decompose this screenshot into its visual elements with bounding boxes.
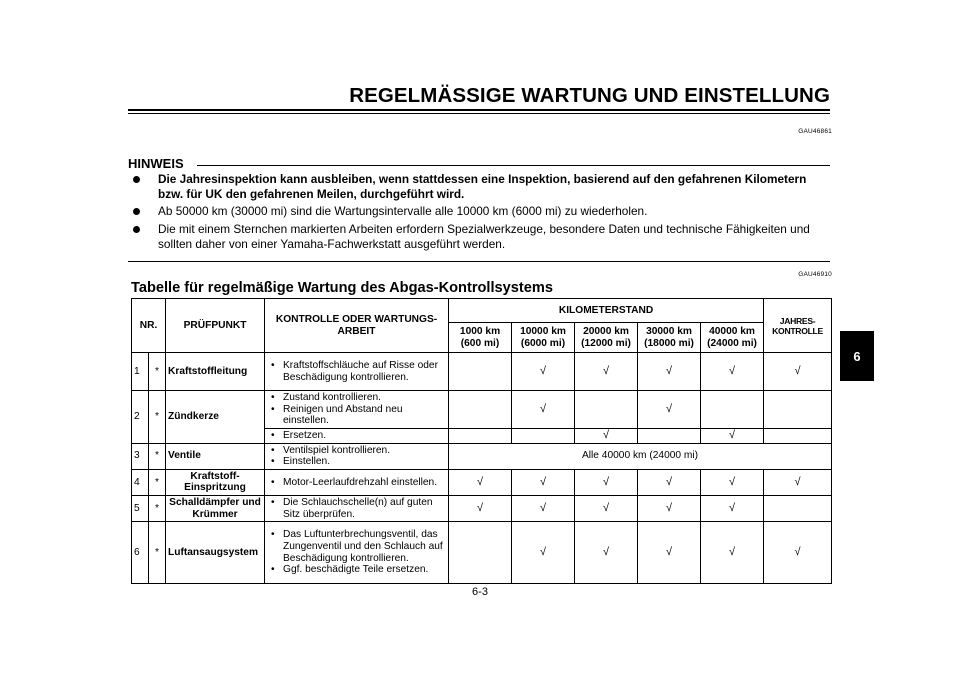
table-row	[132, 443, 832, 469]
star-marker: *	[149, 522, 166, 584]
check-mark: √	[575, 522, 638, 584]
row-number: 4	[132, 469, 149, 495]
note-rule-top	[197, 165, 830, 166]
header-action: KONTROLLE ODER WARTUNGS-ARBEIT	[265, 299, 449, 353]
section-title: Tabelle für regelmäßige Wartung des Abgas-Kontrollsystems	[131, 280, 553, 296]
action-cell: • Die Schlauchschelle(n) auf guten Sitz überprüfen.	[265, 495, 449, 521]
table-row	[132, 391, 832, 429]
header-yearly: JAHRES-KONTROLLE	[764, 299, 832, 353]
check-point: Schalldämpfer und Krümmer	[166, 495, 265, 521]
check-point: Luftansaugsystem	[166, 522, 265, 584]
star-marker: *	[149, 353, 166, 391]
check-point: Ventile	[166, 443, 265, 469]
header-interval: 40000 km (24000 mi)	[701, 323, 764, 353]
bullet-icon	[133, 176, 140, 183]
check-mark-empty	[449, 522, 512, 584]
check-mark: √	[575, 469, 638, 495]
table-row	[132, 469, 832, 495]
check-mark: √	[701, 522, 764, 584]
check-mark-empty	[449, 353, 512, 391]
check-mark-empty	[575, 391, 638, 429]
check-mark: √	[764, 353, 832, 391]
reference-code: GAU46861	[798, 128, 832, 135]
check-mark-empty	[764, 495, 832, 521]
check-mark-empty	[638, 429, 701, 444]
row-number: 1	[132, 353, 149, 391]
check-mark: √	[512, 495, 575, 521]
check-mark: √	[449, 469, 512, 495]
check-mark: √	[575, 353, 638, 391]
header-interval: 1000 km (600 mi)	[449, 323, 512, 353]
action-cell: • Zustand kontrollieren. • Reinigen und Abstand neu einstellen.	[265, 391, 449, 429]
maintenance-table	[131, 298, 832, 584]
bullet-icon	[133, 226, 140, 233]
table-row	[132, 353, 832, 391]
row-number: 6	[132, 522, 149, 584]
action-cell: • Ersetzen.	[265, 429, 449, 444]
header-interval: 30000 km (18000 mi)	[638, 323, 701, 353]
action-cell: • Kraftstoffschläuche auf Risse oder Beschädigung kontrollieren.	[265, 353, 449, 391]
title-rule	[128, 109, 830, 111]
star-marker: *	[149, 495, 166, 521]
check-mark: √	[512, 469, 575, 495]
check-mark: √	[638, 469, 701, 495]
check-mark-empty	[512, 429, 575, 444]
page-title: REGELMÄSSIGE WARTUNG UND EINSTELLUNG	[349, 84, 830, 107]
star-marker: *	[149, 469, 166, 495]
note-heading: HINWEIS	[128, 156, 184, 171]
check-mark: √	[512, 522, 575, 584]
header-point: PRÜFPUNKT	[166, 299, 265, 353]
header-nr: NR.	[132, 299, 166, 353]
interval-note: Alle 40000 km (24000 mi)	[449, 443, 832, 469]
check-mark: √	[638, 353, 701, 391]
check-mark-empty	[764, 429, 832, 444]
check-point: Kraftstoff-Einspritzung	[166, 469, 265, 495]
check-mark: √	[701, 495, 764, 521]
table-row	[132, 522, 832, 584]
check-mark-empty	[701, 391, 764, 429]
check-mark: √	[638, 495, 701, 521]
note-item: Die Jahresinspektion kann ausbleiben, wenn stattdessen eine Inspektion, basierend auf den gefahrenen Kilometern bzw. für UK den gefahrenen Meilen, durchgeführt wird.	[128, 172, 831, 202]
chapter-tab: 6	[840, 331, 874, 381]
bullet-icon	[133, 208, 140, 215]
check-mark: √	[512, 391, 575, 429]
check-mark: √	[638, 522, 701, 584]
header-km: KILOMETERSTAND	[449, 299, 764, 323]
row-number: 3	[132, 443, 149, 469]
reference-code: GAU46910	[798, 271, 832, 278]
row-number: 2	[132, 391, 149, 444]
check-mark: √	[701, 469, 764, 495]
action-cell: • Motor-Leerlaufdrehzahl einstellen.	[265, 469, 449, 495]
check-mark: √	[701, 429, 764, 444]
check-mark-empty	[764, 391, 832, 429]
table-row	[132, 495, 832, 521]
row-number: 5	[132, 495, 149, 521]
header-row	[132, 299, 832, 323]
check-mark: √	[575, 495, 638, 521]
check-mark: √	[575, 429, 638, 444]
check-mark: √	[701, 353, 764, 391]
check-mark: √	[638, 391, 701, 429]
note-item: Die mit einem Sternchen markierten Arbeiten erfordern Spezialwerkzeuge, besondere Daten und technische Fähigkeiten und sollten daher von einer Yamaha-Fachwerkstatt ausgeführt werden.	[128, 222, 831, 252]
check-mark-empty	[449, 391, 512, 429]
note-item: Ab 50000 km (30000 mi) sind die Wartungsintervalle alle 10000 km (6000 mi) zu wiederholen.	[128, 204, 831, 219]
star-marker: *	[149, 443, 166, 469]
check-point: Zündkerze	[166, 391, 265, 444]
title-rule-thin	[128, 113, 830, 114]
star-marker: *	[149, 391, 166, 444]
page-number: 6-3	[472, 586, 488, 598]
action-cell: • Das Luftunterbrechungsventil, das Zungenventil und den Schlauch auf Beschädigung kontrollieren. • Ggf. beschädigte Teile ersetzen.	[265, 522, 449, 584]
header-interval: 20000 km (12000 mi)	[575, 323, 638, 353]
note-list	[128, 172, 831, 254]
check-mark-empty	[449, 429, 512, 444]
check-mark: √	[449, 495, 512, 521]
header-interval: 10000 km (6000 mi)	[512, 323, 575, 353]
note-rule-bottom	[128, 261, 830, 262]
check-point: Kraftstoffleitung	[166, 353, 265, 391]
action-cell: • Ventilspiel kontrollieren. • Einstellen.	[265, 443, 449, 469]
check-mark: √	[512, 353, 575, 391]
check-mark: √	[764, 522, 832, 584]
check-mark: √	[764, 469, 832, 495]
